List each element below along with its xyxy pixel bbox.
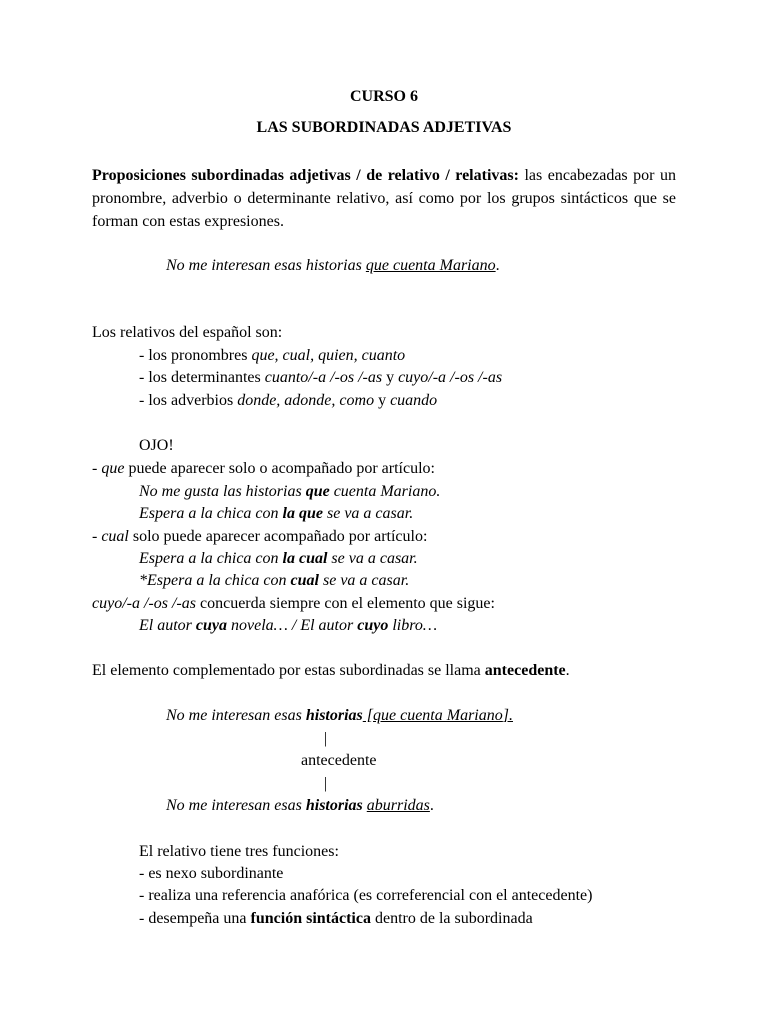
antecedent-term: antecedente [484, 662, 566, 679]
example-subordinate: que cuenta Mariano [365, 257, 496, 274]
cual-dash: - [92, 528, 102, 545]
relatives-adverbs [139, 390, 437, 412]
antecedent-example-2 [166, 795, 434, 817]
adverbs-list: donde, adonde, como [237, 392, 375, 409]
ant-ex2-a: No me interesan esas [166, 797, 306, 814]
cual-ex2-a: *Espera a la chica con [139, 572, 291, 589]
func3-a: - desempeña una [139, 910, 251, 927]
cuyo-ex-a: El autor [139, 617, 196, 634]
que-ex1-c: cuenta Mariano. [329, 483, 441, 500]
antecedent-paragraph [92, 660, 570, 682]
antecedent-label: antecedente [301, 752, 377, 769]
que-ex2-b: la que [282, 505, 323, 522]
ant-ex2-b: historias [305, 797, 363, 814]
antecedent-bar-bottom: | [324, 775, 328, 792]
adverbs-last: cuando [390, 392, 438, 409]
cual-ex1-b: la cual [282, 550, 328, 567]
cual-ex1-a: Espera a la chica con [139, 550, 283, 567]
cual-word: cual [101, 528, 129, 545]
ant-ex2-e: . [429, 797, 434, 814]
que-text: puede aparecer solo o acompañado por artículo: [124, 460, 435, 477]
cual-ex2-b: cual [290, 572, 319, 589]
que-word: que [101, 460, 125, 477]
que-ex1-b: que [305, 483, 330, 500]
determiners-label: - los determinantes [139, 369, 265, 386]
que-example-1 [139, 481, 440, 503]
que-rule [92, 458, 435, 480]
definition-paragraph [92, 164, 676, 233]
func3-c: dentro de la subordinada [370, 910, 533, 927]
antecedent-text-c: . [565, 662, 570, 679]
course-number: CURSO 6 [349, 88, 418, 105]
cuyo-ex-d: cuyo [357, 617, 389, 634]
ant-ex2-d: aburridas [366, 797, 430, 814]
cuyo-example [139, 615, 437, 637]
determiners-list-2: cuyo/-a /-os /-as [398, 369, 503, 386]
adverbs-label: - los adverbios [139, 392, 238, 409]
que-ex2-c: se va a casar. [322, 505, 414, 522]
ant-ex1-d: que cuenta Mariano [373, 707, 503, 724]
definition-text: las encabezadas por un pronombre, adverbio o determinante relativo, así como por los grupos sintácticos que se forman con estas expresiones. [92, 167, 676, 230]
cual-text: solo puede aparecer acompañado por artículo: [128, 528, 428, 545]
ant-ex1-c: [ [362, 707, 373, 724]
cuyo-ex-c: novela… / El autor [227, 617, 358, 634]
func3-b: función sintáctica [250, 910, 371, 927]
adverbs-and: y [374, 392, 391, 409]
que-example-2 [139, 503, 413, 525]
ant-ex1-b: historias [305, 707, 363, 724]
ojo-heading: OJO! [139, 437, 174, 454]
cual-example-2 [139, 570, 409, 592]
antecedent-text-a: El elemento complementado por estas subordinadas se llama [92, 662, 485, 679]
page-title: LAS SUBORDINADAS ADJETIVAS [256, 119, 512, 136]
cual-example-1 [139, 548, 418, 570]
example-main: No me interesan esas historias [166, 257, 366, 274]
functions-item-2: - realiza una referencia anafórica (es correferencial con el antecedente) [139, 887, 593, 904]
antecedent-bar-top: | [324, 730, 328, 747]
example-end: . [495, 257, 500, 274]
functions-intro: El relativo tiene tres funciones: [139, 843, 339, 860]
ant-ex1-e: ]. [502, 707, 513, 724]
determiners-and: y [382, 369, 399, 386]
pronouns-label: - los pronombres [139, 347, 252, 364]
cuyo-ex-b: cuya [195, 617, 227, 634]
relatives-intro: Los relativos del español son: [92, 324, 283, 341]
relatives-determiners [139, 367, 502, 389]
pronouns-list: que, cual, quien, cuanto [251, 347, 406, 364]
functions-item-3 [139, 908, 533, 930]
relatives-pronouns [139, 345, 405, 367]
cual-ex2-c: se va a casar. [318, 572, 410, 589]
cuyo-text: concuerda siempre con el elemento que sigue: [195, 595, 495, 612]
que-ex2-a: Espera a la chica con [139, 505, 283, 522]
ant-ex1-a: No me interesan esas [166, 707, 306, 724]
que-dash: - [92, 460, 102, 477]
antecedent-example-1 [166, 705, 513, 727]
cuyo-rule [92, 593, 495, 615]
example-sentence [166, 255, 500, 277]
cual-ex1-c: se va a casar. [327, 550, 418, 567]
definition-term: Proposiciones subordinadas adjetivas / de relativo / relativas: [92, 167, 519, 184]
que-ex1-a: No me gusta las historias [139, 483, 306, 500]
functions-item-1: - es nexo subordinante [139, 865, 284, 882]
determiners-list-1: cuanto/-a /-os /-as [264, 369, 383, 386]
cuyo-ex-e: libro… [388, 617, 438, 634]
cuyo-word: cuyo/-a /-os /-as [92, 595, 196, 612]
cual-rule [92, 526, 427, 548]
